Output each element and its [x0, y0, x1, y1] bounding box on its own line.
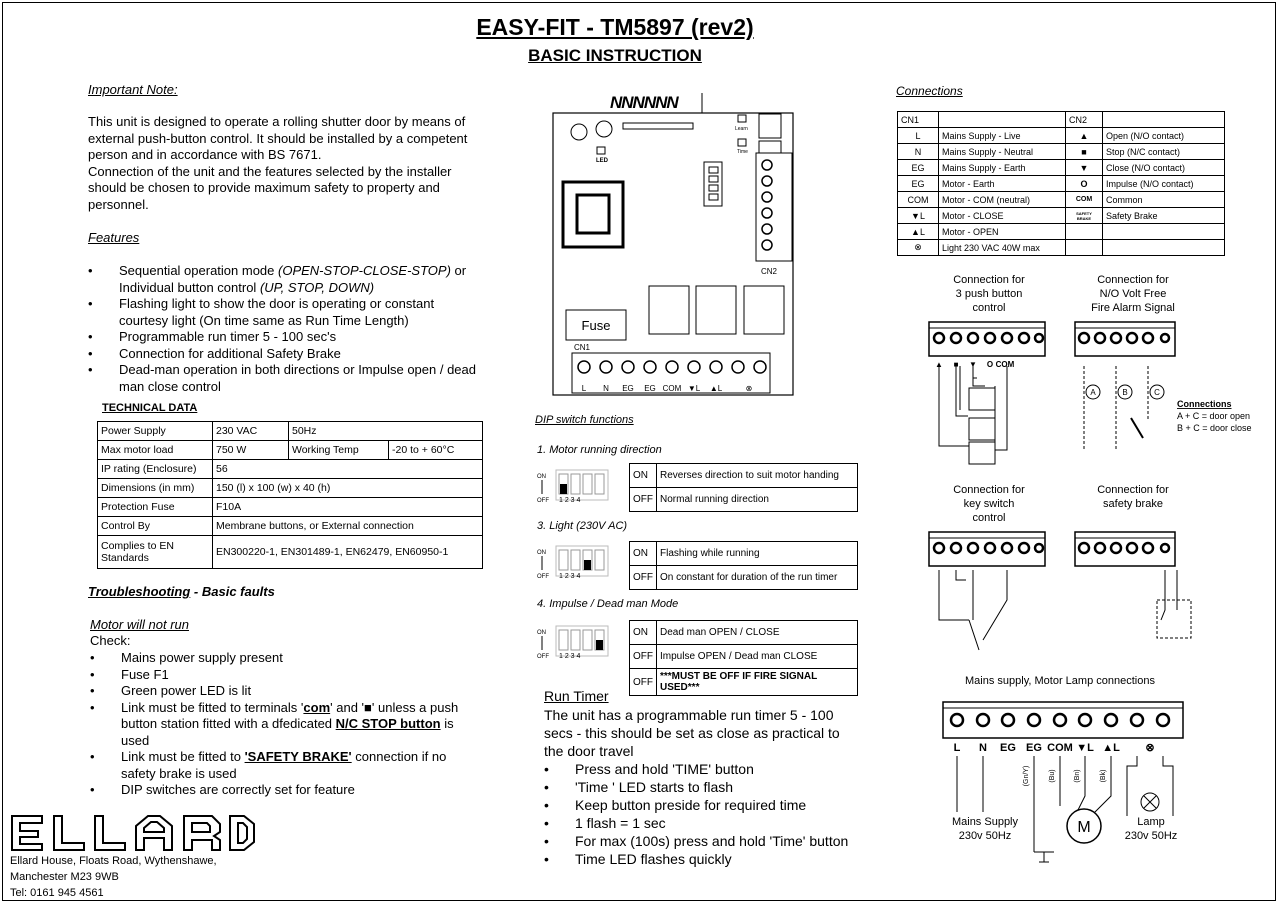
list-item: • Sequential operation mode (OPEN-STOP-CLOSE-STOP) or Individual button control (UP, STOP, DOWN) — [88, 263, 508, 296]
list-item: • Flashing light to show the door is operating or constant courtesy light (On time same as Run Time Length) — [88, 296, 508, 329]
svg-text:▲L: ▲L — [1102, 742, 1120, 754]
features-list — [88, 263, 508, 395]
motor-not-run-heading: Motor will not run — [90, 617, 189, 632]
dip-table-1: ON Reverses direction to suit motor handing OFF Normal running direction — [629, 463, 858, 512]
svg-text:ON: ON — [537, 474, 546, 480]
svg-text:Lamp: Lamp — [1137, 816, 1165, 828]
dip-switch-4-icon — [534, 624, 614, 664]
svg-text:Connection for: Connection for — [1097, 274, 1169, 286]
dip-section-3-title: 4. Impulse / Dead man Mode — [537, 598, 679, 610]
company-address: Ellard House, Floats Road, Wythenshawe, Manchester M23 9WB Tel: 0161 945 4561 — [10, 855, 217, 899]
list-item: • Green power LED is lit — [90, 683, 500, 700]
svg-text:Mains Supply: Mains Supply — [951, 816, 1019, 828]
table-row: ▼L Motor - CLOSE SAFETY BRAKE Safety Brake — [898, 208, 1225, 224]
tech-heading: TECHNICAL DATA — [102, 402, 198, 414]
led-icon — [571, 124, 587, 140]
svg-text:O: O — [986, 360, 994, 369]
connections-table: CN1 CN2 L Mains Supply - Live ▲ Open (N/O contact) N Mains Supply - Neutral ■ Stop (N/C contact) EG Mains Supply - Earth ▼ Close (N/O contact) EG Motor - Earth O Impulse (N/O contact) COM Motor - COM (neutral) COM Common ▼L Motor - CLOSE SAFETY BRAKE Safety Brake ▲L Motor - OPEN ⊗ Light 230 VAC 40W max — [897, 111, 1225, 256]
safety-brake-block — [1075, 532, 1191, 638]
svg-text:B + C = door close: B + C = door close — [1177, 423, 1252, 433]
important-note-heading: Important Note: — [88, 82, 178, 97]
list-item: • Keep button preside for required time — [544, 796, 894, 814]
svg-text:(Bk): (Bk) — [1100, 769, 1107, 783]
svg-text:▼: ▼ — [969, 360, 977, 369]
list-item: • Fuse F1 — [90, 667, 500, 684]
svg-text:ON: ON — [537, 550, 546, 556]
svg-text:Time: Time — [737, 149, 748, 155]
svg-text:safety brake: safety brake — [1103, 498, 1163, 510]
svg-text:N/O Volt Free: N/O Volt Free — [1099, 288, 1167, 300]
svg-text:N: N — [979, 742, 987, 754]
svg-text:EG: EG — [644, 384, 656, 393]
check-label: Check: — [90, 633, 131, 648]
dip-section-1-title: 1. Motor running direction — [537, 444, 662, 456]
svg-text:COM: COM — [662, 384, 682, 393]
svg-text:A + C = door open: A + C = door open — [1177, 411, 1251, 421]
svg-text:▲: ▲ — [935, 360, 943, 369]
tech-table: Power Supply 230 VAC 50Hz Max motor load 750 W Working Temp -20 to + 60°C IP rating (Enclosure) 56 Dimensions (in mm) 150 (l) x 100 (w) x 40 (h) Protection Fuse F10A Control By Membrane buttons, or External connection Complies to EN Standards EN300220-1, EN301489-1, EN62479, EN60950-1 — [97, 421, 483, 569]
svg-text:CN2: CN2 — [761, 267, 778, 276]
learn-button — [759, 114, 781, 138]
run-timer-list — [544, 760, 894, 868]
table-row: EG Mains Supply - Earth ▼ Close (N/O contact) — [898, 160, 1225, 176]
svg-text:Connection for: Connection for — [1097, 484, 1169, 496]
svg-text:Mains supply, Motor Lamp conne: Mains supply, Motor Lamp connections — [965, 675, 1155, 687]
svg-text:(Bn): (Bn) — [1074, 769, 1081, 783]
svg-text:1 2 3 4: 1 2 3 4 — [559, 497, 581, 504]
list-item: • Link must be fitted to 'SAFETY BRAKE' connection if no safety brake is used — [90, 749, 500, 782]
push-button-block — [929, 322, 1045, 464]
table-row: L Mains Supply - Live ▲ Open (N/O contact) — [898, 128, 1225, 144]
svg-text:Connection for: Connection for — [953, 274, 1025, 286]
svg-text:N: N — [603, 384, 609, 393]
svg-text:L: L — [581, 384, 587, 393]
svg-text:COM: COM — [995, 360, 1015, 369]
table-row: ▲L Motor - OPEN — [898, 224, 1225, 240]
connections-heading: Connections — [896, 84, 963, 98]
svg-text:▼L: ▼L — [687, 384, 701, 393]
mains-terminal-block — [943, 702, 1183, 862]
list-item: • Press and hold 'TIME' button — [544, 760, 894, 778]
svg-text:EG: EG — [1026, 742, 1042, 754]
svg-text:▼L: ▼L — [1076, 742, 1094, 754]
run-timer-heading: Run Timer — [544, 688, 609, 704]
svg-text:control: control — [972, 302, 1006, 314]
svg-text:L: L — [953, 742, 961, 754]
table-row: COM Motor - COM (neutral) COM Common — [898, 192, 1225, 208]
features-heading: Features — [88, 230, 140, 245]
relay — [696, 286, 736, 334]
svg-text:LED: LED — [596, 158, 608, 164]
relay — [744, 286, 784, 334]
svg-text:3 push button: 3 push button — [955, 288, 1023, 300]
svg-text:OFF: OFF — [537, 498, 549, 504]
list-item: • Programmable run timer 5 - 100 sec's — [88, 329, 508, 346]
svg-text:⊗: ⊗ — [1145, 742, 1155, 754]
svg-text:key switch: key switch — [963, 498, 1015, 510]
control-board-diagram — [548, 85, 798, 400]
svg-text:Connection for: Connection for — [953, 484, 1025, 496]
dip-switch-1-icon — [534, 468, 614, 508]
ellard-logo — [10, 814, 255, 852]
list-item: • Dead-man operation in both directions or Impulse open / dead man close control — [88, 362, 508, 395]
dip-table-3: ON Dead man OPEN / CLOSE OFF Impulse OPEN / Dead man CLOSE OFF ***MUST BE OFF IF FIRE SIGNAL USED*** — [629, 620, 858, 696]
list-item: • 'Time ' LED starts to flash — [544, 778, 894, 796]
troubleshooting-list — [90, 650, 500, 799]
svg-text:Fuse: Fuse — [581, 318, 611, 333]
troubleshooting-heading: Troubleshooting - Basic faults — [88, 584, 275, 599]
svg-text:C: C — [1154, 388, 1160, 397]
table-row: ⊗ Light 230 VAC 40W max — [898, 240, 1225, 256]
svg-text:B: B — [1122, 388, 1128, 397]
svg-text:OFF: OFF — [537, 654, 549, 660]
list-item: • Connection for additional Safety Brake — [88, 346, 508, 363]
svg-text:230v 50Hz: 230v 50Hz — [958, 830, 1012, 842]
run-timer-body: The unit has a programmable run timer 5 - 100 secs - this should be set as close as practical to the door travel — [544, 707, 840, 759]
svg-text:COM: COM — [1047, 742, 1073, 754]
dip-section-2-title: 3. Light (230V AC) — [537, 520, 628, 532]
svg-text:Fire Alarm Signal: Fire Alarm Signal — [1091, 302, 1175, 314]
svg-text:Learn: Learn — [735, 126, 748, 132]
list-item: • Time LED flashes quickly — [544, 850, 894, 868]
dip-switch-3-icon — [534, 544, 614, 584]
svg-text:■: ■ — [953, 360, 959, 369]
relay — [649, 286, 689, 334]
svg-text:M: M — [1077, 819, 1091, 836]
wiring-diagrams — [895, 270, 1275, 890]
svg-text:1 2 3 4: 1 2 3 4 — [559, 573, 581, 580]
table-row: EG Motor - Earth O Impulse (N/O contact) — [898, 176, 1225, 192]
dip-heading: DIP switch functions — [535, 414, 634, 426]
page-subtitle: BASIC INSTRUCTION — [528, 46, 702, 65]
dip-table-2: ON Flashing while running OFF On constant for duration of the run timer — [629, 541, 858, 590]
svg-text:ON: ON — [537, 630, 546, 636]
svg-text:(Gn/Y): (Gn/Y) — [1023, 765, 1030, 787]
svg-text:1 2 3 4: 1 2 3 4 — [559, 653, 581, 660]
list-item: • Mains power supply present — [90, 650, 500, 667]
antenna-coil: NNNNNN — [610, 93, 678, 112]
svg-text:OFF: OFF — [537, 574, 549, 580]
important-note-body: This unit is designed to operate a rolling shutter door by means of external push-button control. It should be installed by a competent person and in accordance with BS 7671. Connection of the unit and the features selected by the installer should be chosen to provide maximum safety to property and personnel. — [88, 114, 468, 212]
svg-text:control: control — [972, 512, 1006, 524]
list-item: • 1 flash = 1 sec — [544, 814, 894, 832]
svg-text:A: A — [1090, 388, 1096, 397]
svg-text:EG: EG — [1000, 742, 1016, 754]
svg-text:Connections: Connections — [1177, 399, 1232, 409]
table-row: N Mains Supply - Neutral ■ Stop (N/C contact) — [898, 144, 1225, 160]
svg-text:EG: EG — [622, 384, 634, 393]
list-item: • For max (100s) press and hold 'Time' button — [544, 832, 894, 850]
page-title: EASY-FIT - TM5897 (rev2) — [476, 14, 754, 40]
svg-text:▲L: ▲L — [709, 384, 723, 393]
svg-text:(Bu): (Bu) — [1049, 769, 1056, 783]
svg-text:CN1: CN1 — [574, 343, 591, 352]
svg-text:⊗: ⊗ — [745, 384, 753, 393]
svg-text:230v 50Hz: 230v 50Hz — [1124, 830, 1178, 842]
list-item: • DIP switches are correctly set for feature — [90, 782, 500, 799]
key-switch-block — [929, 532, 1045, 650]
list-item: • Link must be fitted to terminals 'com' and '■' unless a push button station fitted with a dfedicated N/C STOP button is used — [90, 700, 500, 750]
fire-alarm-block — [1075, 322, 1252, 450]
